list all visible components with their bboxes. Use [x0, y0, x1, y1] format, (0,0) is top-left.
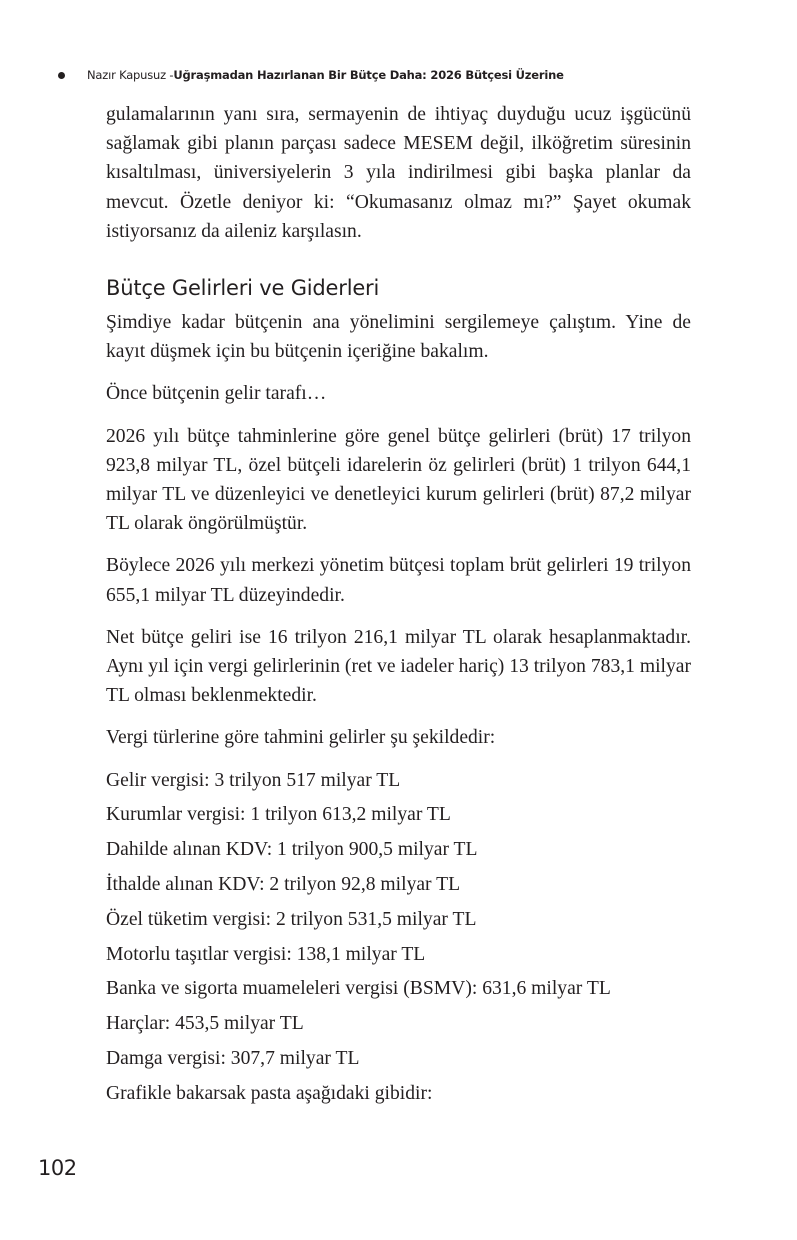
- paragraph-net-revenue: Net bütçe geliri ise 16 trilyon 216,1 milyar TL olarak hesaplanmaktadır. Aynı yıl için vergi gelirlerinin (ret ve iadeler hariç) 13 trilyon 783,1 milyar TL olması beklenmektedir.: [106, 626, 691, 707]
- header-author: Nazır Kapusuz -: [87, 68, 174, 82]
- chart-lead-in: Grafikle bakarsak pasta aşağıdaki gibidir:: [106, 1082, 433, 1104]
- tax-item-damga-vergisi: Damga vergisi: 307,7 milyar TL: [106, 1048, 360, 1070]
- page-body: [106, 100, 691, 1114]
- tax-item-bsmv: Banka ve sigorta muameleleri vergisi (BSMV): 631,6 milyar TL: [106, 978, 611, 1000]
- paragraph-revenue-estimates: 2026 yılı bütçe tahminlerine göre genel bütçe gelirleri (brüt) 17 trilyon 923,8 milyar TL, özel bütçeli idarelerin öz gelirleri (brüt) 1 trilyon 644,1 milyar TL ve düzenleyici ve denetleyici kurum gelirleri (brüt) 87,2 milyar TL olarak öngörülmüştür.: [106, 425, 691, 535]
- tax-item-mtv: Motorlu taşıtlar vergisi: 138,1 milyar TL: [106, 943, 426, 965]
- tax-item-harclar: Harçlar: 453,5 milyar TL: [106, 1013, 304, 1035]
- header-book-title: Uğraşmadan Hazırlanan Bir Bütçe Daha: 2026 Bütçesi Üzerine: [173, 68, 564, 82]
- tax-item-gelir-vergisi: Gelir vergisi: 3 trilyon 517 milyar TL: [106, 769, 401, 791]
- page-number: 102: [38, 1156, 77, 1180]
- tax-item-otv: Özel tüketim vergisi: 2 trilyon 531,5 milyar TL: [106, 908, 477, 930]
- header-bullet-icon: [58, 72, 65, 79]
- section-heading: Bütçe Gelirleri ve Giderleri: [106, 276, 380, 301]
- paragraph-total-gross-revenue: Böylece 2026 yılı merkezi yönetim bütçesi toplam brüt gelirleri 19 trilyon 655,1 milyar TL düzeyindedir.: [106, 555, 691, 606]
- opening-paragraph: gulamalarının yanı sıra, sermayenin de ihtiyaç duyduğu ucuz işgücünü sağlamak gibi planın parçası sadece MESEM değil, ilköğretim süresinin kısaltılması, üniversiyelerin 3 yıla indirilmesi gibi başka planlar da mevcut. Özetle deniyor ki: “Okumasanız olmaz mı?” Şayet okumak istiyorsanız da aileniz karşılasın.: [106, 104, 691, 242]
- tax-item-ithalde-kdv: İthalde alınan KDV: 2 trilyon 92,8 milyar TL: [106, 874, 461, 896]
- paragraph-tax-types-intro: Vergi türlerine göre tahmini gelirler şu şekildedir:: [106, 727, 496, 749]
- running-header: [58, 66, 564, 84]
- tax-item-dahilde-kdv: Dahilde alınan KDV: 1 trilyon 900,5 milyar TL: [106, 839, 478, 861]
- paragraph-revenue-side: Önce bütçenin gelir tarafı…: [106, 383, 327, 405]
- paragraph-intro: Şimdiye kadar bütçenin ana yönelimini sergilemeye çalıştım. Yine de kayıt düşmek için bu bütçenin içeriğine bakalım.: [106, 312, 691, 363]
- tax-item-kurumlar-vergisi: Kurumlar vergisi: 1 trilyon 613,2 milyar TL: [106, 804, 451, 826]
